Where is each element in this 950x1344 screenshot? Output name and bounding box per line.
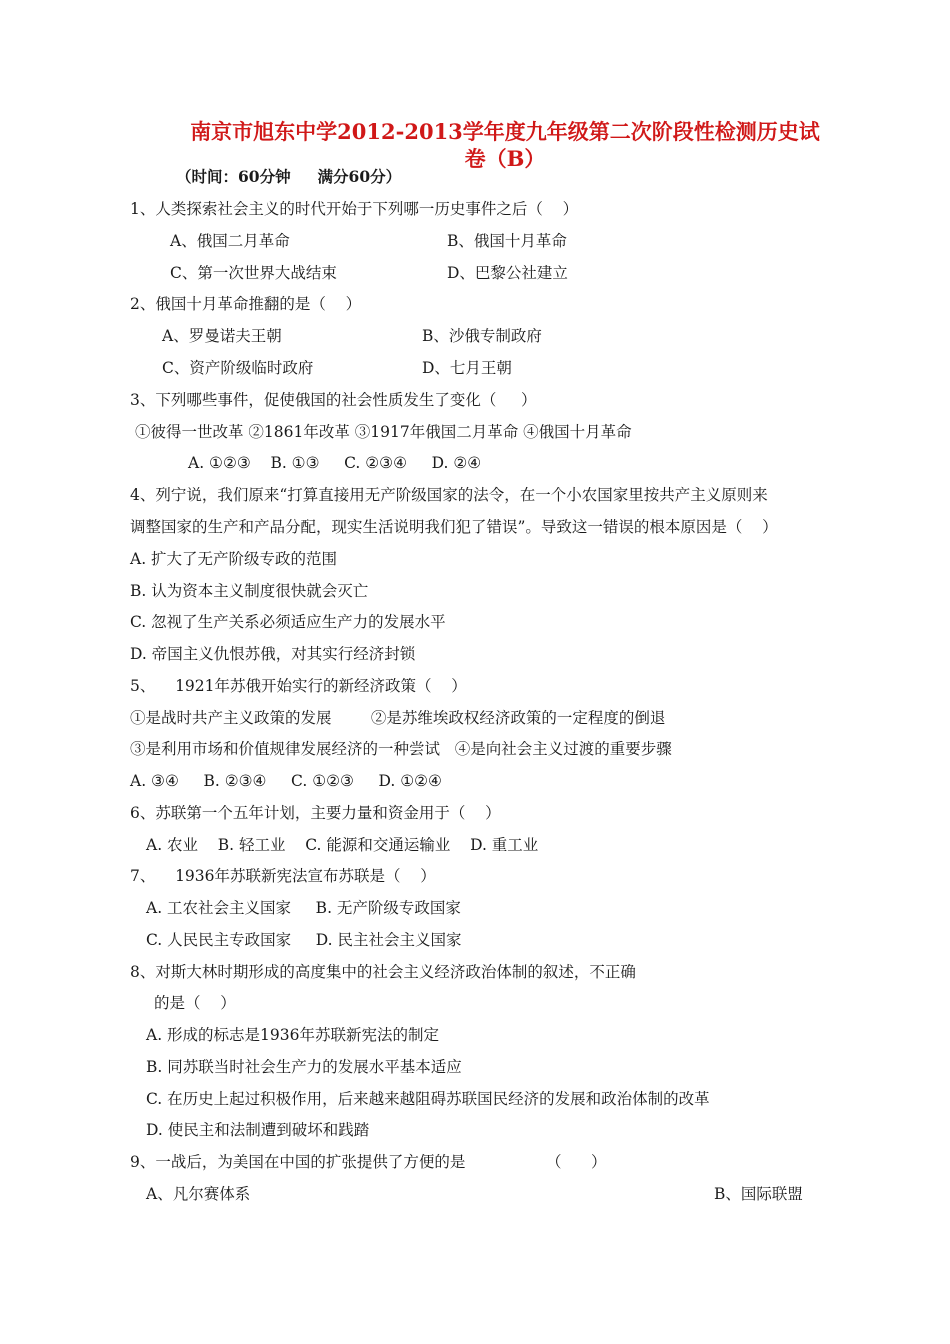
q8-stem-line-2: 的是（ ） — [154, 994, 236, 1012]
q1-stem: 1、人类探索社会主义的时代开始于下列哪一历史事件之后（ ） — [130, 200, 579, 218]
q2-option-b: B、沙俄专制政府 — [422, 327, 542, 345]
q8-option-c: C. 在历史上起过积极作用，后来越来越阻碍苏联国民经济的发展和政治体制的改革 — [146, 1090, 710, 1108]
q1-option-d: D、巴黎公社建立 — [447, 264, 568, 282]
q2-option-a: A、罗曼诺夫王朝 — [162, 327, 282, 345]
exam-subtitle: （时间：60分钟 满分60分） — [176, 167, 402, 186]
q1-option-a: A、俄国二月革命 — [170, 232, 290, 250]
q9-option-b: B、国际联盟 — [714, 1185, 803, 1203]
exam-title-line-1: 南京市旭东中学2012-2013学年度九年级第二次阶段性检测历史试 — [190, 119, 820, 144]
q5-statements-1-2: ①是战时共产主义政策的发展 ②是苏维埃政权经济政策的一定程度的倒退 — [130, 709, 666, 727]
q5-stem: 5、 1921年苏俄开始实行的新经济政策（ ） — [130, 677, 467, 695]
q4-stem-line-1: 4、列宁说，我们原来“打算直接用无产阶级国家的法令，在一个小农国家里按共产主义原则来 — [130, 486, 768, 504]
q4-stem-line-2: 调整国家的生产和产品分配，现实生活说明我们犯了错误”。导致这一错误的根本原因是（ ） — [130, 518, 778, 536]
q8-option-d: D. 使民主和法制遭到破坏和践踏 — [146, 1121, 370, 1139]
q9-option-a: A、凡尔赛体系 — [146, 1185, 251, 1203]
q6-options: A. 农业 B. 轻工业 C. 能源和交通运输业 D. 重工业 — [146, 836, 539, 854]
q8-stem-line-1: 8、对斯大林时期形成的高度集中的社会主义经济政治体制的叙述，不正确 — [130, 963, 636, 981]
exam-title-line-2: 卷（B） — [464, 146, 546, 171]
q9-stem: 9、一战后，为美国在中国的扩张提供了方便的是 — [130, 1153, 466, 1171]
q3-items: ①彼得一世改革 ②1861年改革 ③1917年俄国二月革命 ④俄国十月革命 — [135, 423, 632, 441]
q7-stem: 7、 1936年苏联新宪法宣布苏联是（ ） — [130, 867, 436, 885]
q4-option-b: B. 认为资本主义制度很快就会灭亡 — [130, 582, 369, 600]
q4-option-a: A. 扩大了无产阶级专政的范围 — [130, 550, 338, 568]
q2-option-c: C、资产阶级临时政府 — [162, 359, 314, 377]
q9-answer-blank: （ ） — [546, 1153, 607, 1171]
q4-option-d: D. 帝国主义仇恨苏俄，对其实行经济封锁 — [130, 645, 416, 663]
q1-option-c: C、第一次世界大战结束 — [170, 264, 337, 282]
q8-option-a: A. 形成的标志是1936年苏联新宪法的制定 — [146, 1026, 439, 1044]
q4-option-c: C. 忽视了生产关系必须适应生产力的发展水平 — [130, 613, 446, 631]
q2-stem: 2、俄国十月革命推翻的是（ ） — [130, 295, 362, 313]
q5-statements-3-4: ③是利用市场和价值规律发展经济的一种尝试 ④是向社会主义过渡的重要步骤 — [130, 740, 672, 758]
q7-options-c-d: C. 人民民主专政国家 D. 民主社会主义国家 — [146, 931, 462, 949]
q2-option-d: D、七月王朝 — [422, 359, 512, 377]
q1-option-b: B、俄国十月革命 — [447, 232, 567, 250]
q7-options-a-b: A. 工农社会主义国家 B. 无产阶级专政国家 — [146, 899, 461, 917]
q6-stem: 6、苏联第一个五年计划，主要力量和资金用于（ ） — [130, 804, 501, 822]
q8-option-b: B. 同苏联当时社会生产力的发展水平基本适应 — [146, 1058, 462, 1076]
q3-stem: 3、下列哪些事件，促使俄国的社会性质发生了变化（ ） — [130, 391, 537, 409]
q3-options: A. ①②③ B. ①③ C. ②③④ D. ②④ — [188, 454, 482, 472]
q5-options: A. ③④ B. ②③④ C. ①②③ D. ①②④ — [130, 772, 442, 790]
